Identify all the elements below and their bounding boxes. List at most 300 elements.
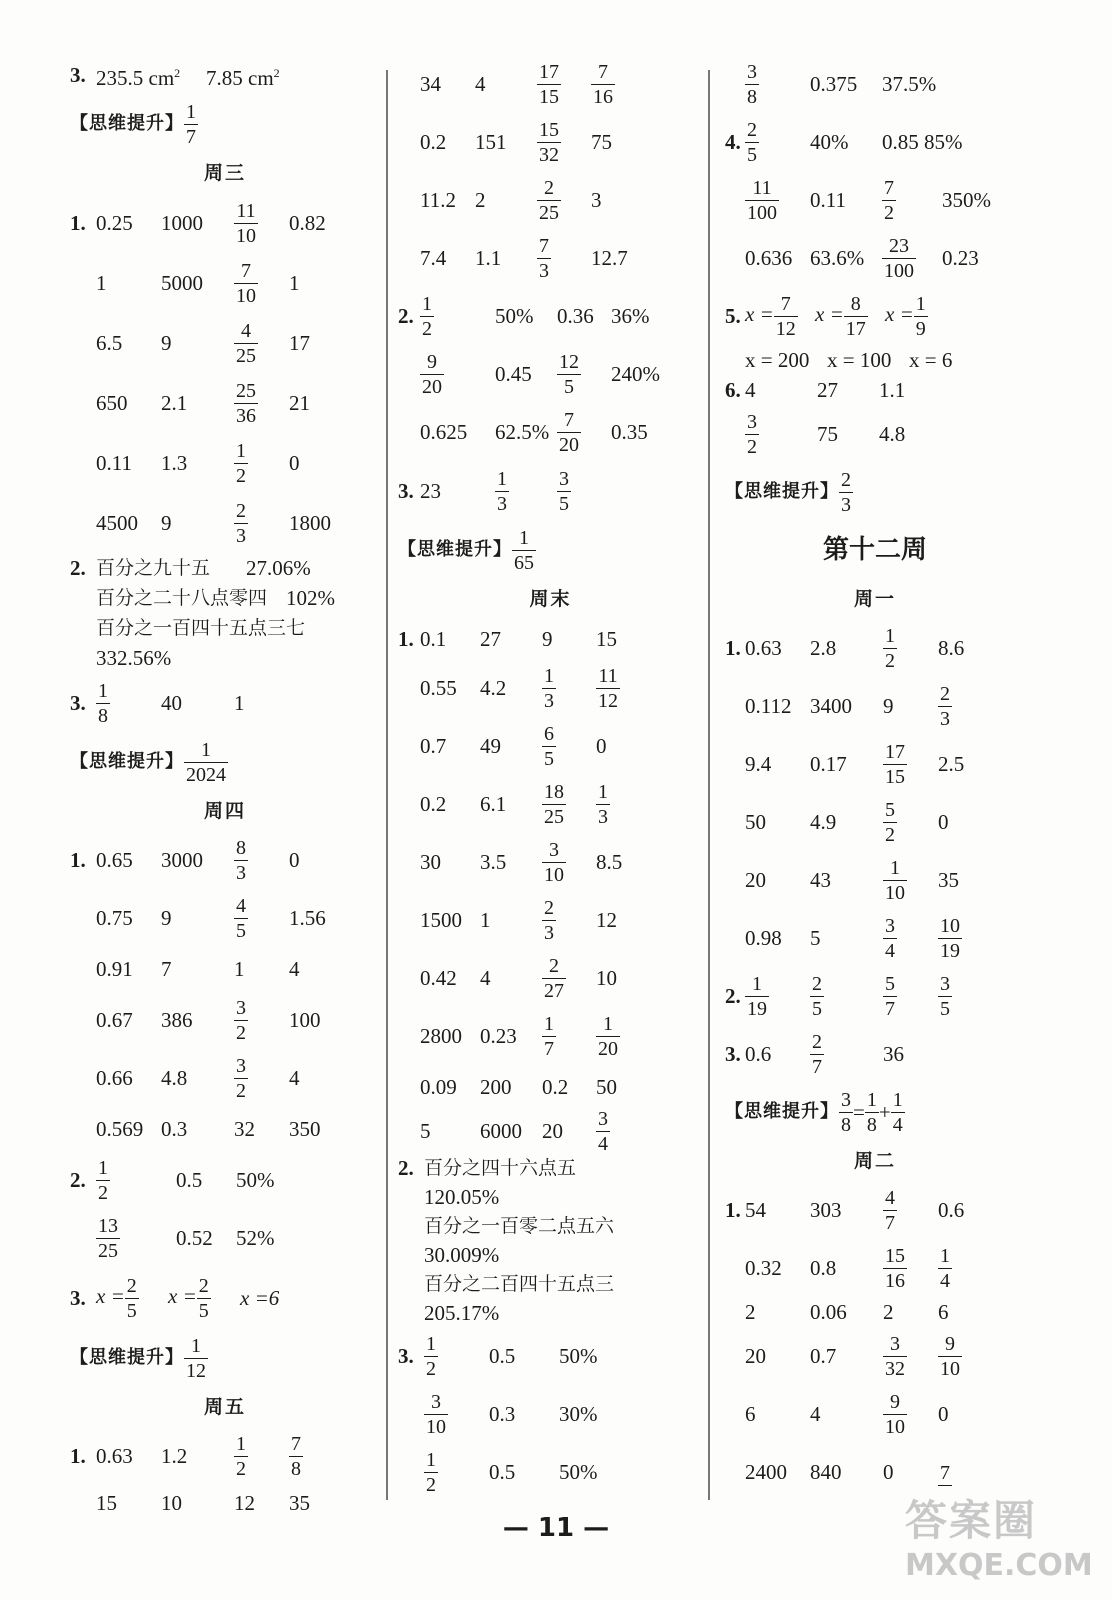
value: 63.6% xyxy=(810,246,865,270)
fraction xyxy=(596,1107,610,1156)
answer-row xyxy=(70,55,380,95)
denominator: 7 xyxy=(885,997,895,1020)
numerator: 2 xyxy=(812,972,822,995)
value: 2 xyxy=(475,188,486,212)
answer-cell xyxy=(420,733,480,759)
denominator: 8 xyxy=(866,1113,877,1136)
page-number: — 11 — xyxy=(502,1513,610,1543)
answer-cell xyxy=(420,292,495,341)
think-label: 【思维提升】 xyxy=(725,1101,839,1122)
value: 0.35 xyxy=(611,420,648,444)
answer-cell xyxy=(596,664,656,713)
answer-cell xyxy=(745,1401,810,1427)
denominator: 25 xyxy=(539,201,559,224)
value: 15 xyxy=(596,627,617,651)
answer-cell xyxy=(289,956,349,982)
answer-row xyxy=(725,909,1025,967)
answer-cell xyxy=(557,408,611,457)
fraction xyxy=(745,410,759,459)
fraction xyxy=(289,1432,303,1481)
answer-row xyxy=(725,967,1025,1025)
answer-cell xyxy=(745,245,810,271)
answer-cell xyxy=(542,664,596,713)
section-heading: 周末 xyxy=(529,588,572,610)
think-label: 【思维提升】 xyxy=(398,539,512,560)
answer-cell xyxy=(810,1197,883,1223)
value: 0.2 xyxy=(420,130,447,154)
column-2 xyxy=(398,55,703,1501)
answer-row xyxy=(70,1049,380,1107)
think-label: 【思维提升】 xyxy=(70,113,184,134)
answer-cell xyxy=(596,626,656,652)
answer-row xyxy=(70,673,380,733)
value: 2.8 xyxy=(810,636,837,660)
denominator: 4 xyxy=(940,1269,950,1292)
denominator: 25 xyxy=(98,1239,118,1262)
numerator: 3 xyxy=(841,1088,851,1111)
think-row xyxy=(70,1329,380,1387)
answer-row xyxy=(725,171,1025,229)
answer-cell xyxy=(420,129,475,155)
value: 4 xyxy=(810,1402,821,1426)
answer-cell xyxy=(420,478,495,504)
answer-cell xyxy=(96,1443,161,1469)
answer-cell xyxy=(745,1197,810,1223)
answer-cell xyxy=(745,1299,810,1325)
numerator: 2 xyxy=(940,682,950,705)
answer-cell xyxy=(234,319,289,368)
denominator: 10 xyxy=(426,1415,446,1438)
denominator: 8 xyxy=(747,85,757,108)
think-label: 【思维提升】 xyxy=(725,481,839,502)
answer-cell xyxy=(810,71,882,97)
answer-row xyxy=(70,313,380,373)
answer-cell xyxy=(96,330,161,356)
answer-cell xyxy=(938,635,998,661)
numerator: 15 xyxy=(885,1244,905,1267)
answer-cell xyxy=(810,1299,883,1325)
denominator: 3 xyxy=(236,861,246,884)
denominator: 3 xyxy=(539,259,549,282)
value: 6.5 xyxy=(96,331,123,355)
fraction xyxy=(424,1332,438,1381)
numerator: 2 xyxy=(544,176,554,199)
value: 1.1 xyxy=(475,246,502,270)
answer-cell xyxy=(537,234,591,283)
value: 0 xyxy=(883,1460,894,1484)
section-heading: 周一 xyxy=(853,588,896,610)
answer-cell xyxy=(938,914,998,963)
answer-cell xyxy=(234,690,294,716)
answer-cell xyxy=(495,303,557,329)
answer-cell xyxy=(745,809,810,835)
numerator: 1 xyxy=(940,1244,950,1267)
value: 240% xyxy=(611,362,660,386)
answer-row xyxy=(398,287,703,345)
value: 50% xyxy=(559,1344,598,1368)
fraction xyxy=(938,972,952,1021)
answer-cell xyxy=(557,350,611,399)
numerator: 15 xyxy=(539,118,559,141)
numerator: 1 xyxy=(497,467,507,490)
value: 4 xyxy=(289,957,300,981)
numerator: 1 xyxy=(866,1088,877,1111)
value: 17 xyxy=(289,331,310,355)
answer-cell xyxy=(289,1065,349,1091)
value: 0.6 xyxy=(938,1198,965,1222)
denominator: 7 xyxy=(812,1055,822,1078)
answer-row xyxy=(725,677,1025,735)
answer-row xyxy=(725,619,1025,677)
fraction xyxy=(891,1088,905,1137)
answer-cell xyxy=(596,1012,656,1061)
denominator: 12 xyxy=(598,689,618,712)
answer-cell xyxy=(745,867,810,893)
answer-cell xyxy=(591,60,651,109)
answer-cell xyxy=(810,129,882,155)
value: 350% xyxy=(942,188,991,212)
answer-row xyxy=(398,659,703,717)
answer-row xyxy=(70,889,380,947)
equation xyxy=(815,292,885,341)
text-value: x = 200 xyxy=(745,348,810,372)
value: 30% xyxy=(559,1402,598,1426)
denominator: 17 xyxy=(845,317,866,340)
column-3 xyxy=(725,55,1025,1501)
value: 303 xyxy=(810,1198,842,1222)
answer-cell xyxy=(810,635,883,661)
value: 50% xyxy=(559,1460,598,1484)
answer-row xyxy=(725,1025,1025,1083)
value: 27 xyxy=(480,627,501,651)
numerator: 2 xyxy=(747,118,757,141)
answer-row xyxy=(725,287,1025,345)
fraction xyxy=(234,499,248,548)
value: 36 xyxy=(883,1042,904,1066)
answer-cell xyxy=(810,1255,883,1281)
answer-cell xyxy=(289,390,349,416)
answer-cell xyxy=(596,849,656,875)
answer-cell xyxy=(289,1116,349,1142)
denominator: 27 xyxy=(544,979,564,1002)
fraction xyxy=(883,1390,907,1439)
question-number: 2. xyxy=(398,1156,414,1180)
numerator: 25 xyxy=(236,379,256,402)
fraction xyxy=(542,838,566,887)
text-value: 205.17% xyxy=(424,1301,500,1325)
answer-cell xyxy=(96,1007,161,1033)
answer-cell xyxy=(883,798,938,847)
text-value: 332.56% xyxy=(96,646,172,670)
numerator: 7 xyxy=(780,292,791,315)
numerator: 2 xyxy=(544,896,554,919)
text-value: 百分之四十六点五 xyxy=(424,1157,577,1179)
answer-cell xyxy=(96,1156,176,1205)
equals: = xyxy=(853,1100,865,1124)
denominator: 9 xyxy=(915,317,926,340)
answer-cell xyxy=(938,1244,998,1293)
value: 0.7 xyxy=(420,734,447,758)
numerator: 8 xyxy=(236,836,246,859)
numerator: 7 xyxy=(884,176,894,199)
text-value: 102% xyxy=(286,586,335,610)
fraction xyxy=(774,292,798,341)
equation xyxy=(885,292,955,341)
answer-cell xyxy=(495,361,557,387)
answer-cell xyxy=(234,836,289,885)
fraction xyxy=(537,176,561,225)
value: 21 xyxy=(289,391,310,415)
numerator: 2 xyxy=(236,499,246,522)
denominator: 20 xyxy=(559,433,579,456)
denominator: 5 xyxy=(564,375,574,398)
value: 100 xyxy=(289,1008,321,1032)
fraction xyxy=(96,1214,120,1263)
text-row xyxy=(70,613,380,643)
think-row xyxy=(725,463,1025,521)
numerator: 3 xyxy=(559,467,569,490)
denominator: 15 xyxy=(885,765,905,788)
answer-cell xyxy=(236,1225,296,1251)
question-number: 3. xyxy=(398,479,414,503)
value: 23 xyxy=(420,479,441,503)
answer-cell xyxy=(96,956,161,982)
answer-cell xyxy=(542,722,596,771)
fraction xyxy=(542,780,566,829)
think-row xyxy=(725,1083,1025,1141)
equation xyxy=(745,292,815,341)
answer-cell xyxy=(810,972,883,1021)
answer-cell xyxy=(883,624,938,673)
answer-row xyxy=(725,405,1025,463)
fraction xyxy=(537,60,561,109)
value: 4500 xyxy=(96,511,138,535)
value: 50% xyxy=(495,304,534,328)
answer-cell xyxy=(557,467,611,516)
numerator: 1 xyxy=(426,1332,436,1355)
variable: x = xyxy=(168,1283,197,1308)
answer-cell xyxy=(542,1012,596,1061)
answer-cell xyxy=(591,187,651,213)
numerator: 3 xyxy=(747,60,757,83)
numerator: 1 xyxy=(519,526,529,549)
value: 0.6 xyxy=(745,1042,772,1066)
answer-cell xyxy=(745,1343,810,1369)
answer-row xyxy=(70,1427,380,1485)
value: 0.636 xyxy=(745,246,793,270)
fraction-bar xyxy=(938,1485,952,1486)
fraction xyxy=(596,664,620,713)
numerator: 11 xyxy=(236,199,256,222)
value: 27 xyxy=(817,378,838,402)
value: 0.91 xyxy=(96,957,133,981)
numerator: 17 xyxy=(539,60,559,83)
fraction xyxy=(883,856,907,905)
fraction xyxy=(96,679,110,728)
answer-cell xyxy=(817,421,879,447)
answer-cell xyxy=(883,1332,938,1381)
answer-cell xyxy=(96,905,161,931)
numerator: 2 xyxy=(841,468,851,491)
numerator: 1 xyxy=(603,1012,613,1035)
value: 0.75 xyxy=(96,906,133,930)
answer-row xyxy=(398,1443,703,1501)
fraction xyxy=(883,1332,907,1381)
numerator: 11 xyxy=(752,176,772,199)
value: 0.112 xyxy=(745,694,792,718)
value: 20 xyxy=(745,1344,766,1368)
answer-cell xyxy=(480,733,542,759)
fraction xyxy=(557,467,571,516)
text-row xyxy=(398,1241,703,1269)
fraction xyxy=(424,1390,448,1439)
answer-cell xyxy=(883,1299,938,1325)
answer-cell xyxy=(938,1332,998,1381)
answer-cell xyxy=(161,847,234,873)
fraction xyxy=(537,234,551,283)
numerator: 1 xyxy=(892,1088,903,1111)
answer-cell xyxy=(161,510,234,536)
fraction xyxy=(234,439,248,488)
numerator: 17 xyxy=(885,740,905,763)
answer-cell xyxy=(596,1074,656,1100)
answer-cell xyxy=(234,1432,289,1481)
answer-cell xyxy=(289,510,349,536)
answer-cell xyxy=(475,71,537,97)
numerator: 3 xyxy=(890,1332,900,1355)
denominator: 5 xyxy=(198,1299,209,1322)
value: 9 xyxy=(161,906,172,930)
denominator: 16 xyxy=(885,1269,905,1292)
value: 50% xyxy=(236,1168,275,1192)
fraction xyxy=(234,199,258,248)
answer-cell xyxy=(480,1118,542,1144)
numerator: 4 xyxy=(885,1186,895,1209)
numerator: 1 xyxy=(201,738,211,761)
answer-cell xyxy=(883,693,938,719)
answer-row xyxy=(70,433,380,493)
section-heading: 周三 xyxy=(203,162,246,184)
value: 7.85 $cm^2$ xyxy=(206,65,280,90)
answer-row xyxy=(70,1107,380,1151)
answer-row xyxy=(725,1327,1025,1385)
value: 0.82 xyxy=(289,211,326,235)
value: 6 xyxy=(938,1300,949,1324)
value: 11.2 xyxy=(420,188,456,212)
value: 36% xyxy=(611,304,650,328)
value: 0.09 xyxy=(420,1075,457,1099)
text-value: 百分之二百四十五点三 xyxy=(424,1273,615,1295)
answer-cell xyxy=(810,1343,883,1369)
answer-cell xyxy=(559,1459,619,1485)
answer-cell xyxy=(817,377,879,403)
value: 5000 xyxy=(161,271,203,295)
denominator: 10 xyxy=(885,881,905,904)
answer-row xyxy=(398,619,703,659)
numerator: 1 xyxy=(544,664,554,687)
question-number: 1. xyxy=(70,211,86,235)
answer-cell xyxy=(559,1401,619,1427)
value: 4 xyxy=(745,378,756,402)
fraction xyxy=(883,740,907,789)
answer-row xyxy=(725,1239,1025,1297)
numerator: 1 xyxy=(422,292,432,315)
fraction xyxy=(234,1054,248,1103)
answer-cell xyxy=(938,682,998,731)
answer-cell xyxy=(591,129,651,155)
numerator: 1 xyxy=(598,780,608,803)
denominator: 2 xyxy=(747,435,757,458)
denominator: 12 xyxy=(775,317,796,340)
value: 0.3 xyxy=(489,1402,516,1426)
denominator: 2 xyxy=(98,1181,108,1204)
answer-cell xyxy=(938,972,998,1021)
fraction xyxy=(882,234,916,283)
fraction xyxy=(883,1186,897,1235)
text-value: 120.05% xyxy=(424,1185,500,1209)
fraction xyxy=(542,1012,556,1061)
numerator: 1 xyxy=(890,856,900,879)
value: 0.06 xyxy=(810,1300,847,1324)
numerator: 6 xyxy=(544,722,554,745)
fraction xyxy=(810,1030,824,1079)
answer-cell xyxy=(96,390,161,416)
value: 650 xyxy=(96,391,128,415)
answer-cell xyxy=(176,1167,236,1193)
value: 1.56 xyxy=(289,906,326,930)
value: 4 xyxy=(475,72,486,96)
answer-cell xyxy=(745,925,810,951)
value: 386 xyxy=(161,1008,193,1032)
numerator: 9 xyxy=(890,1390,900,1413)
answer-cell xyxy=(542,1118,596,1144)
think-row xyxy=(70,733,380,791)
value: 32 xyxy=(234,1117,255,1141)
answer-cell xyxy=(234,259,289,308)
fraction xyxy=(883,972,897,1021)
answer-cell xyxy=(938,867,998,893)
answer-cell xyxy=(289,330,349,356)
fraction xyxy=(810,972,824,1021)
numerator: 3 xyxy=(885,914,895,937)
question-number: 3. xyxy=(70,691,86,715)
numerator: 1 xyxy=(752,972,762,995)
value: 840 xyxy=(810,1460,842,1484)
column-1 xyxy=(70,55,380,1521)
fraction xyxy=(883,914,897,963)
answer-cell xyxy=(745,60,810,109)
fraction xyxy=(745,972,769,1021)
value: 8.5 xyxy=(596,850,623,874)
fraction xyxy=(184,1334,208,1383)
value: 0.55 xyxy=(420,676,457,700)
denominator: 2 xyxy=(422,317,432,340)
text-value: 30.009% xyxy=(424,1243,500,1267)
answer-row xyxy=(725,735,1025,793)
value: 5 xyxy=(810,926,821,950)
numerator: 11 xyxy=(598,664,618,687)
denominator: 2 xyxy=(236,1457,246,1480)
answer-cell xyxy=(161,1007,234,1033)
value: 0.63 xyxy=(745,636,782,660)
answer-cell xyxy=(745,1255,810,1281)
text-row xyxy=(398,1183,703,1211)
value: 350 xyxy=(289,1117,321,1141)
value: 7 xyxy=(161,957,172,981)
denominator: 12 xyxy=(186,1359,206,1382)
value: 4.9 xyxy=(810,810,837,834)
value: 30 xyxy=(420,850,441,874)
